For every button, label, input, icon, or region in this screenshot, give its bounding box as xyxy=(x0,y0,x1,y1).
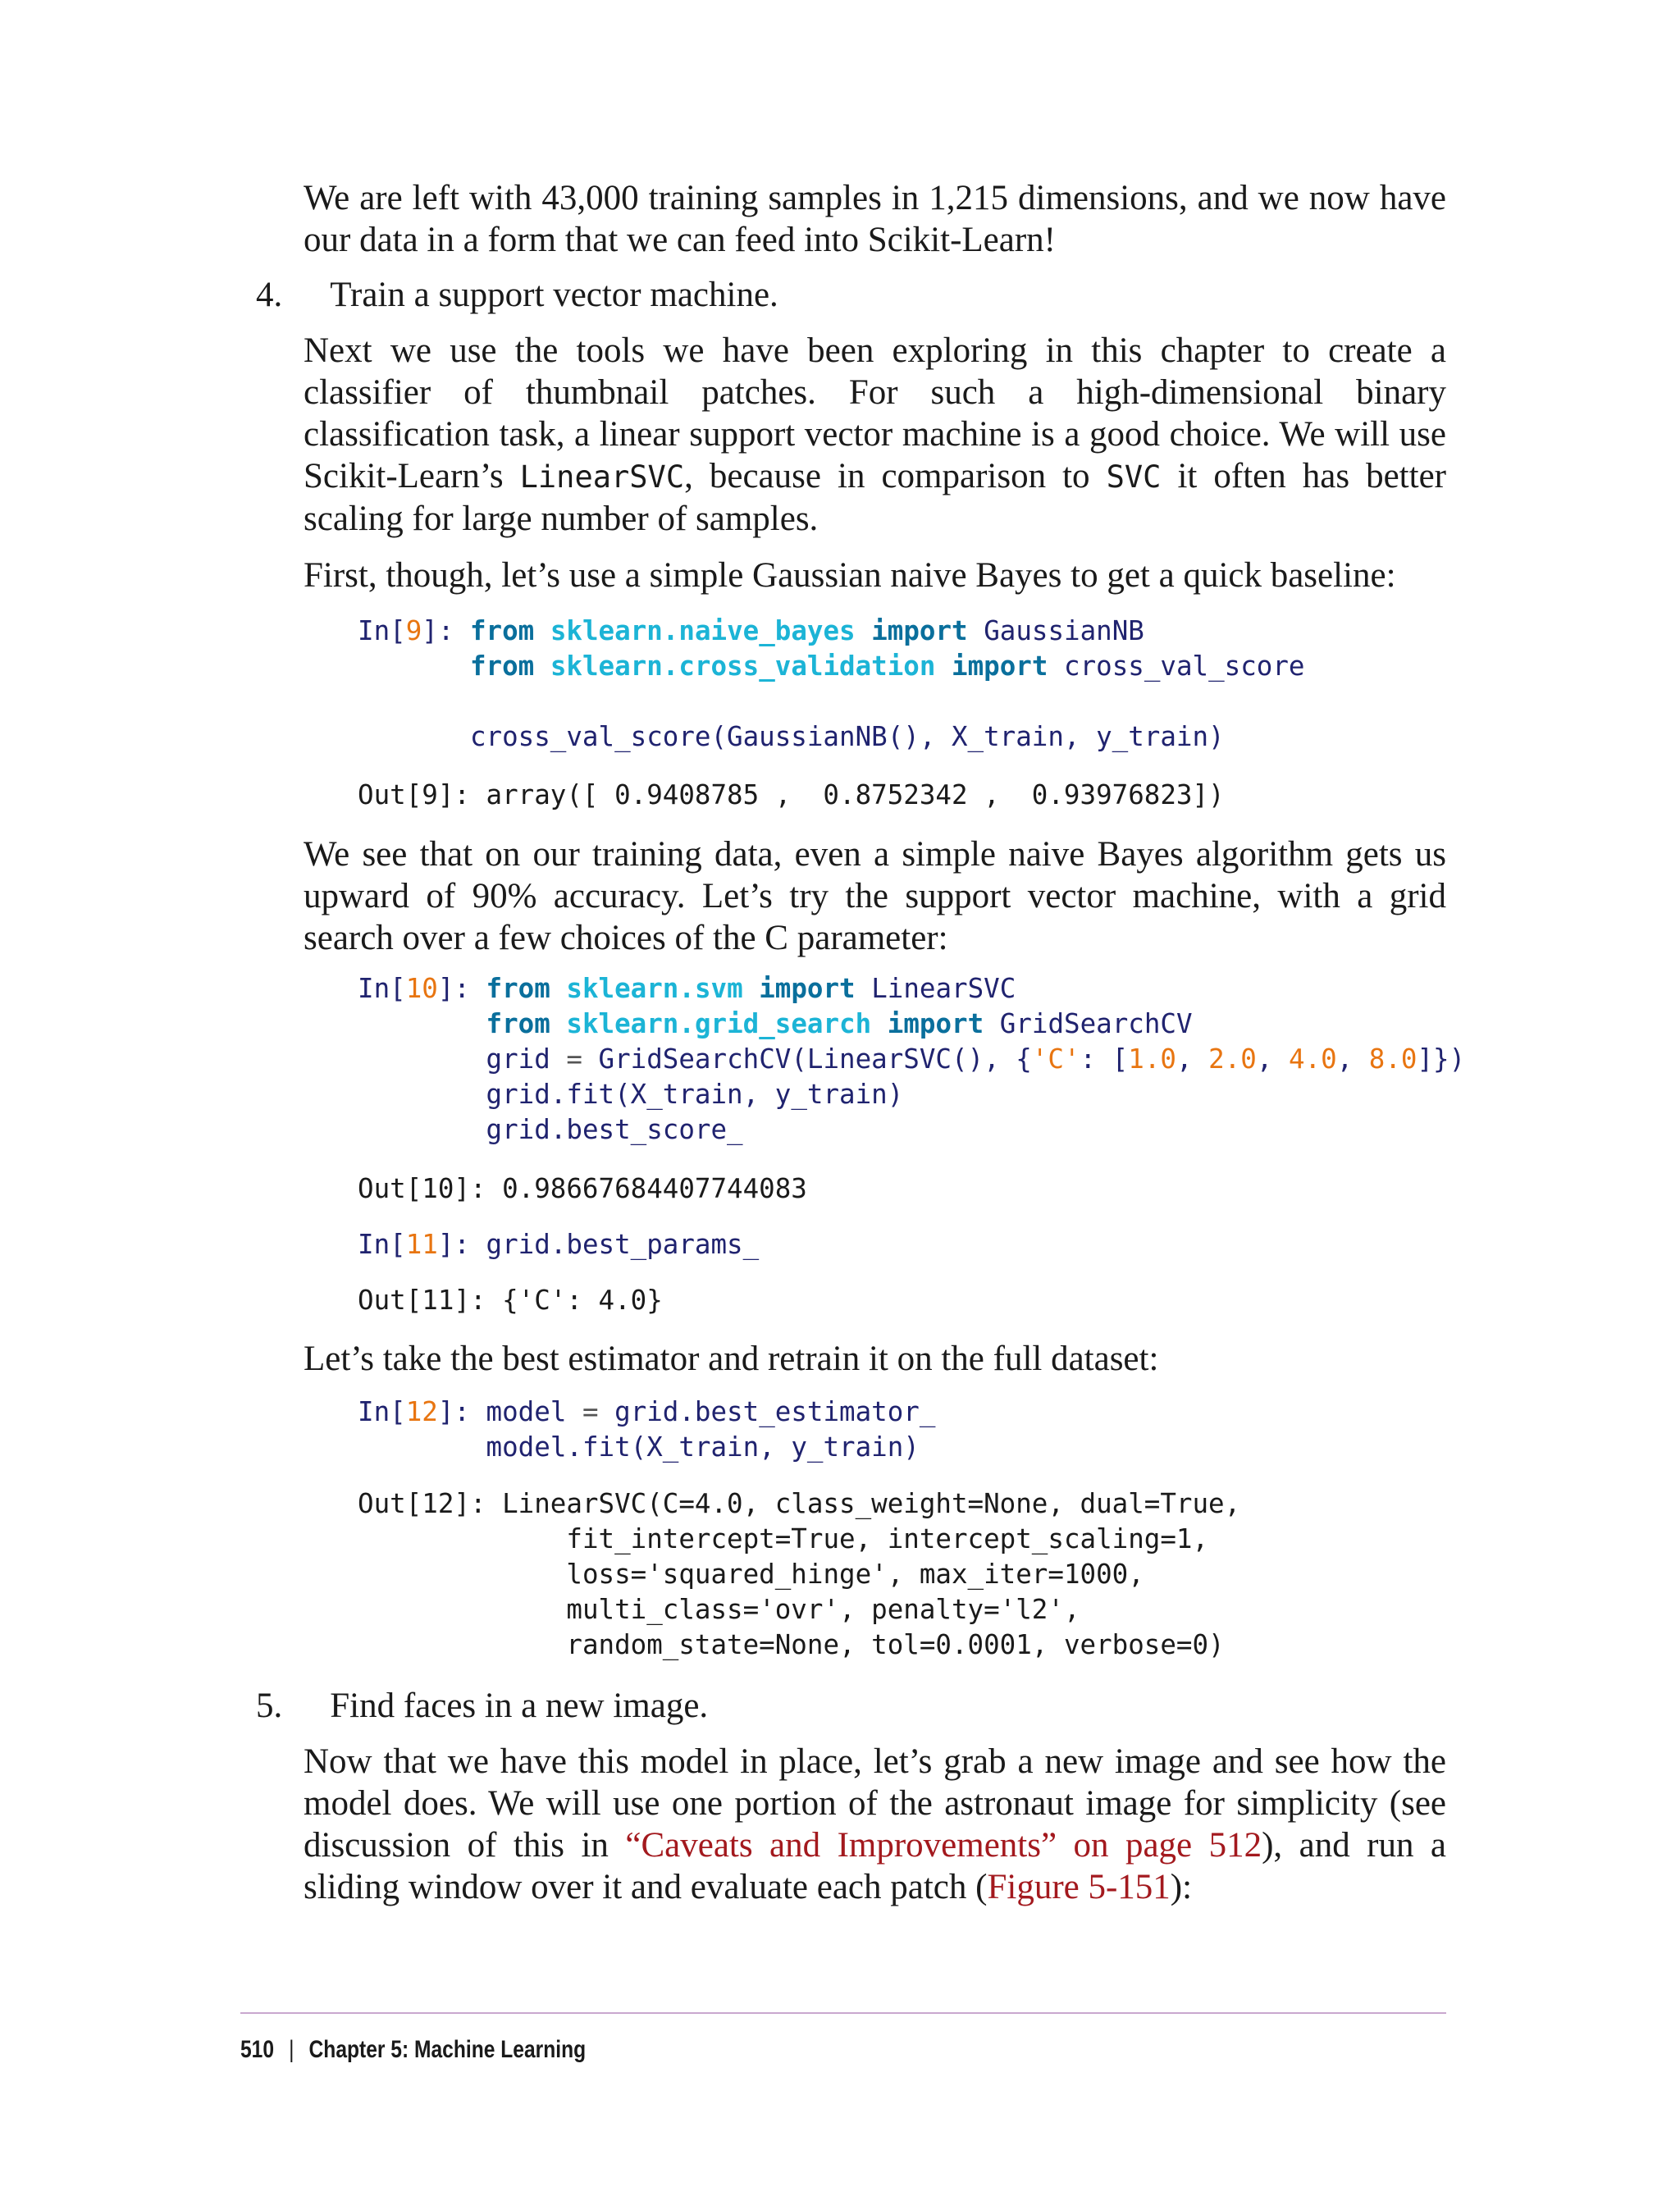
step-4-paragraph-1: Next we use the tools we have been exploring in this chapter to create a classifier of thumbnail patches. For such a high-dimensional binary classification task, a linear support vector machine is a good choice. We will use Scikit-Learn’s LinearSVC, because in comparison to SVC it often has better scaling for large number of samples. xyxy=(304,331,1446,538)
code-cell-in-9: In[9]: from sklearn.naive_bayes import GaussianNB from sklearn.cross_validation import cross_val_score cross_val_score(GaussianNB(), X_train, y_train) xyxy=(358,615,1305,752)
code-cell-out-9: Out[9]: array([ 0.9408785 , 0.8752342 , 0.93976823]) xyxy=(358,779,1225,810)
inline-code-svc: SVC xyxy=(1106,459,1162,495)
inline-code-linearsvc: LinearSVC xyxy=(519,459,685,495)
step-4-heading xyxy=(256,274,778,316)
code-cell-out-10: Out[10]: 0.98667684407744083 xyxy=(358,1173,807,1204)
code-cell-out-11: Out[11]: {'C': 4.0} xyxy=(358,1285,663,1316)
step-4-paragraph-4: Let’s take the best estimator and retrain it on the full dataset: xyxy=(304,1340,1159,1378)
page-footer xyxy=(240,2036,586,2064)
code-cell-out-12: Out[12]: LinearSVC(C=4.0, class_weight=None, dual=True, fit_intercept=True, intercept_scaling=1, loss='squared_hinge', max_iter=1000, multi_class='ovr', penalty='l2', random_state=None, tol=0.0001, verbose=0) xyxy=(358,1488,1241,1660)
step-5-paragraph: Now that we have this model in place, let’s grab a new image and see how the model does. We will use one portion of the astronaut image for simplicity (see discussion of this in “Caveats and Improvements” on page 512), and run a sliding window over it and evaluate each patch (Figure 5-151): xyxy=(304,1742,1447,1906)
intro-paragraph: We are left with 43,000 training samples in 1,215 dimensions, and we now have our data in a form that we can feed into Scikit-Learn! xyxy=(304,179,1446,259)
figure-link[interactable]: Figure 5-151 xyxy=(987,1868,1171,1906)
step-4-paragraph-2: First, though, let’s use a simple Gaussian naive Bayes to get a quick baseline: xyxy=(304,556,1396,595)
step-4-title: Train a support vector machine. xyxy=(330,276,778,314)
page-number: 510 xyxy=(240,2036,275,2063)
step-5-title: Find faces in a new image. xyxy=(330,1687,709,1725)
code-cell-in-10: In[10]: from sklearn.svm import LinearSVC from sklearn.grid_search import GridSearchCV grid = GridSearchCV(LinearSVC(), {'C': [1.0, 2.0, 4.0, 8.0]}) grid.fit(X_train, y_train) grid.best_score_ xyxy=(358,973,1466,1145)
step-5-number: 5. xyxy=(256,1687,283,1725)
footer-divider xyxy=(240,2012,1446,2014)
chapter-title: Chapter 5: Machine Learning xyxy=(308,2036,587,2063)
step-4-paragraph-3: We see that on our training data, even a simple naive Bayes algorithm gets us upward of 90% accuracy. Let’s try the support vector machine, with a grid search over a few choices of the C parameter: xyxy=(304,835,1446,957)
footer-separator: | xyxy=(289,2036,294,2063)
code-cell-in-12: In[12]: model = grid.best_estimator_ model.fit(X_train, y_train) xyxy=(358,1396,936,1463)
caveats-link[interactable]: “Caveats and Improvements” on page 512 xyxy=(625,1826,1262,1865)
step-4-number: 4. xyxy=(256,276,283,314)
code-cell-in-11: In[11]: grid.best_params_ xyxy=(358,1229,760,1260)
step-5-heading xyxy=(256,1685,708,1727)
